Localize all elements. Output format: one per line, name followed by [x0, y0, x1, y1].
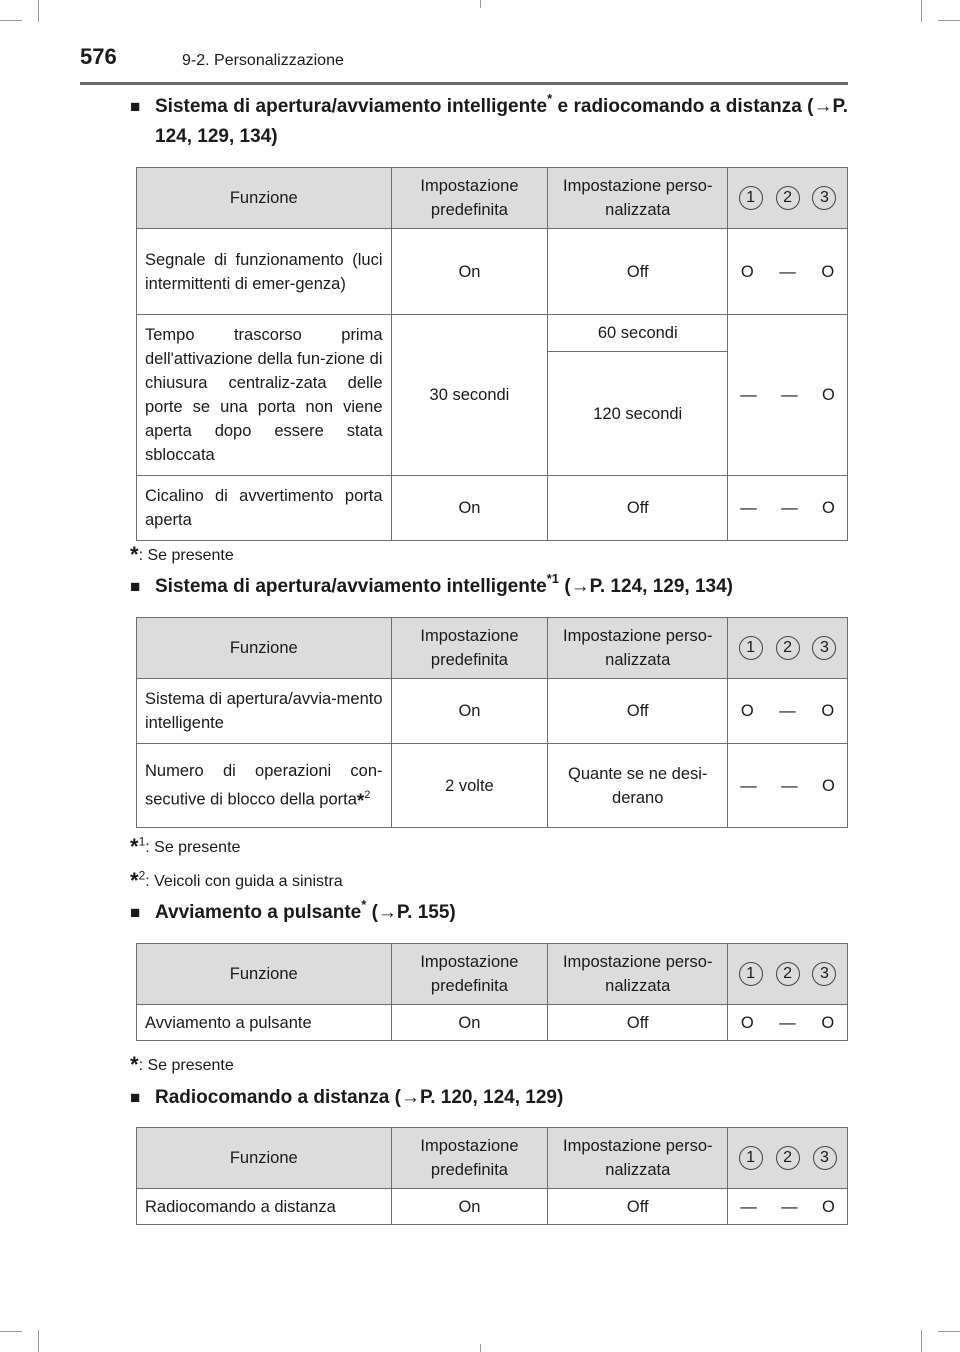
- heading-text: (→P. 155): [366, 902, 456, 923]
- table-row: [137, 229, 848, 315]
- cell-function: Tempo trascorso prima dell'attivazione della fun-zione di chiusura centraliz-zata delle porte se una porta non viene aperta dopo essere stata sbloccata: [137, 315, 392, 476]
- section-2-heading: [130, 572, 848, 602]
- cell-custom: Quante se ne desi-derano: [548, 744, 728, 828]
- footnote-mark: *: [547, 90, 553, 106]
- circle-3-icon: 3: [812, 636, 836, 660]
- bullet-square-icon: ■: [130, 903, 141, 922]
- col-header-funzione: Funzione: [137, 618, 392, 679]
- cell-default: 30 secondi: [391, 315, 548, 476]
- cell-mark-3: O: [821, 776, 835, 795]
- cell-custom: 60 secondi: [548, 315, 728, 352]
- footnote: [130, 832, 240, 858]
- footnote-mark: *: [130, 868, 139, 893]
- col-header-funzione: Funzione: [137, 168, 392, 229]
- footnote-mark: *: [356, 790, 365, 812]
- cell-mark-2: —: [781, 776, 798, 795]
- col-header-predefinita: Impostazione predefinita: [391, 944, 548, 1005]
- footnote-number: 1: [138, 834, 146, 849]
- footnote: [130, 540, 234, 566]
- table-row: [137, 476, 848, 541]
- circle-1-icon: 1: [739, 636, 763, 660]
- circle-3-icon: 3: [812, 186, 836, 210]
- footnote-text: : Se presente: [145, 839, 241, 856]
- header-rule: [80, 82, 848, 85]
- cell-mark-1: O: [740, 1013, 754, 1032]
- crop-mark: [921, 1330, 922, 1352]
- section-3-heading: [130, 898, 848, 928]
- footnote-text: : Se presente: [138, 1057, 234, 1074]
- cell-mark-2: —: [779, 702, 796, 720]
- circle-3-icon: 3: [813, 1146, 837, 1170]
- cell-mark-2: —: [781, 1197, 798, 1216]
- cell-mark-1: —: [740, 499, 757, 517]
- cell-mark-1: O: [740, 702, 754, 720]
- page-number: 576: [80, 44, 117, 69]
- footnote-number: 2: [364, 789, 371, 802]
- circle-2-icon: 2: [776, 1146, 800, 1170]
- crop-mark: [480, 0, 481, 8]
- cell-mark-1: —: [740, 1197, 757, 1216]
- crop-mark: [938, 1331, 960, 1332]
- col-header-personalizzata: Impostazione perso-nalizzata: [548, 944, 728, 1005]
- bullet-square-icon: ■: [130, 1088, 141, 1107]
- cell-mark-3: O: [821, 1197, 835, 1216]
- footnote-text: : Se presente: [138, 547, 234, 564]
- circle-1-icon: 1: [739, 962, 763, 986]
- cell-mark-3: O: [821, 386, 835, 404]
- section-title: 9-2. Personalizzazione: [182, 52, 344, 69]
- table-row: [137, 744, 848, 828]
- cell-custom: 120 secondi: [548, 352, 728, 476]
- heading-text: Avviamento a pulsante: [155, 902, 362, 923]
- cell-mark-2: —: [781, 386, 798, 404]
- cell-function: Radiocomando a distanza: [137, 1189, 392, 1225]
- cell-mark-2: —: [779, 262, 796, 281]
- col-header-predefinita: Impostazione predefinita: [391, 618, 548, 679]
- heading-text: Sistema di apertura/avviamento intelligente: [155, 96, 548, 117]
- table-row: [137, 679, 848, 744]
- cell-default: On: [391, 679, 548, 744]
- heading-text: Radiocomando a distanza (→P. 120, 124, 129): [155, 1087, 564, 1108]
- footnote-mark: *1: [546, 570, 560, 586]
- cell-mark-3: O: [821, 262, 835, 281]
- cell-mark-1: —: [740, 386, 757, 404]
- crop-mark: [0, 1331, 22, 1332]
- section-4-heading: [130, 1083, 848, 1113]
- footnote: [130, 866, 343, 892]
- footnote: [130, 1050, 234, 1076]
- settings-table-3: [136, 943, 848, 1041]
- col-header-funzione: Funzione: [137, 1128, 392, 1189]
- cell-custom: Off: [548, 679, 728, 744]
- settings-table-2: [136, 617, 848, 828]
- crop-mark: [38, 0, 39, 22]
- circle-3-icon: 3: [812, 962, 836, 986]
- cell-mark-1: —: [740, 776, 757, 795]
- table-row: [137, 1189, 848, 1225]
- col-header-circles: [728, 1128, 848, 1189]
- table-row: [137, 1005, 848, 1041]
- cell-custom: Off: [548, 229, 728, 315]
- crop-mark: [480, 1344, 481, 1352]
- circle-1-icon: 1: [739, 1146, 763, 1170]
- cell-custom: Off: [548, 476, 728, 541]
- cell-custom: Off: [548, 1005, 728, 1041]
- cell-mark-1: O: [740, 262, 754, 281]
- footnote-mark: *: [130, 834, 139, 859]
- cell-default: On: [391, 476, 548, 541]
- footnote-mark: *: [130, 1052, 139, 1077]
- cell-custom: Off: [548, 1189, 728, 1225]
- crop-mark: [0, 20, 22, 21]
- settings-table-1: [136, 167, 848, 541]
- footnote-mark: *: [130, 542, 139, 567]
- cell-mark-3: O: [821, 1013, 835, 1032]
- cell-function: Segnale di funzionamento (luci intermittenti di emer-genza): [137, 229, 392, 315]
- heading-text: (→P. 124, 129, 134): [559, 576, 733, 597]
- col-header-circles: [728, 168, 848, 229]
- circle-2-icon: 2: [776, 636, 800, 660]
- footnote-text: : Veicoli con guida a sinistra: [145, 873, 343, 890]
- crop-mark: [938, 20, 960, 21]
- cell-default: On: [391, 1189, 548, 1225]
- col-header-funzione: Funzione: [137, 944, 392, 1005]
- col-header-predefinita: Impostazione predefinita: [391, 1128, 548, 1189]
- crop-mark: [38, 1330, 39, 1352]
- circle-2-icon: 2: [776, 962, 800, 986]
- cell-mark-3: O: [821, 702, 835, 720]
- cell-default: On: [391, 229, 548, 315]
- col-header-personalizzata: Impostazione perso-nalizzata: [548, 168, 728, 229]
- cell-mark-3: O: [821, 499, 835, 517]
- bullet-square-icon: ■: [130, 577, 141, 596]
- heading-text: e radiocomando a distanza (→P. 124, 129, 134): [155, 96, 848, 147]
- cell-mark-2: —: [779, 1013, 796, 1032]
- col-header-predefinita: Impostazione predefinita: [391, 168, 548, 229]
- circle-1-icon: 1: [739, 186, 763, 210]
- cell-mark-2: —: [781, 499, 798, 517]
- table-row: [137, 315, 848, 352]
- circle-2-icon: 2: [776, 186, 800, 210]
- footnote-number: 2: [138, 868, 146, 883]
- cell-default: 2 volte: [391, 744, 548, 828]
- bullet-square-icon: ■: [130, 97, 141, 116]
- col-header-personalizzata: Impostazione perso-nalizzata: [548, 618, 728, 679]
- cell-function: [137, 744, 392, 828]
- heading-text: Sistema di apertura/avviamento intelligente: [155, 576, 547, 597]
- cell-function-text: Numero di operazioni con-secutive di blocco della porta: [145, 762, 383, 809]
- cell-default: On: [391, 1005, 548, 1041]
- footnote-mark: *: [361, 896, 367, 912]
- cell-function: Sistema di apertura/avvia-mento intelligente: [137, 679, 392, 744]
- section-1-heading: [130, 92, 848, 152]
- col-header-circles: [728, 618, 848, 679]
- col-header-personalizzata: Impostazione perso-nalizzata: [548, 1128, 728, 1189]
- cell-function: Avviamento a pulsante: [137, 1005, 392, 1041]
- cell-function: Cicalino di avvertimento porta aperta: [137, 476, 392, 541]
- crop-mark: [921, 0, 922, 22]
- col-header-circles: [728, 944, 848, 1005]
- settings-table-4: [136, 1127, 848, 1225]
